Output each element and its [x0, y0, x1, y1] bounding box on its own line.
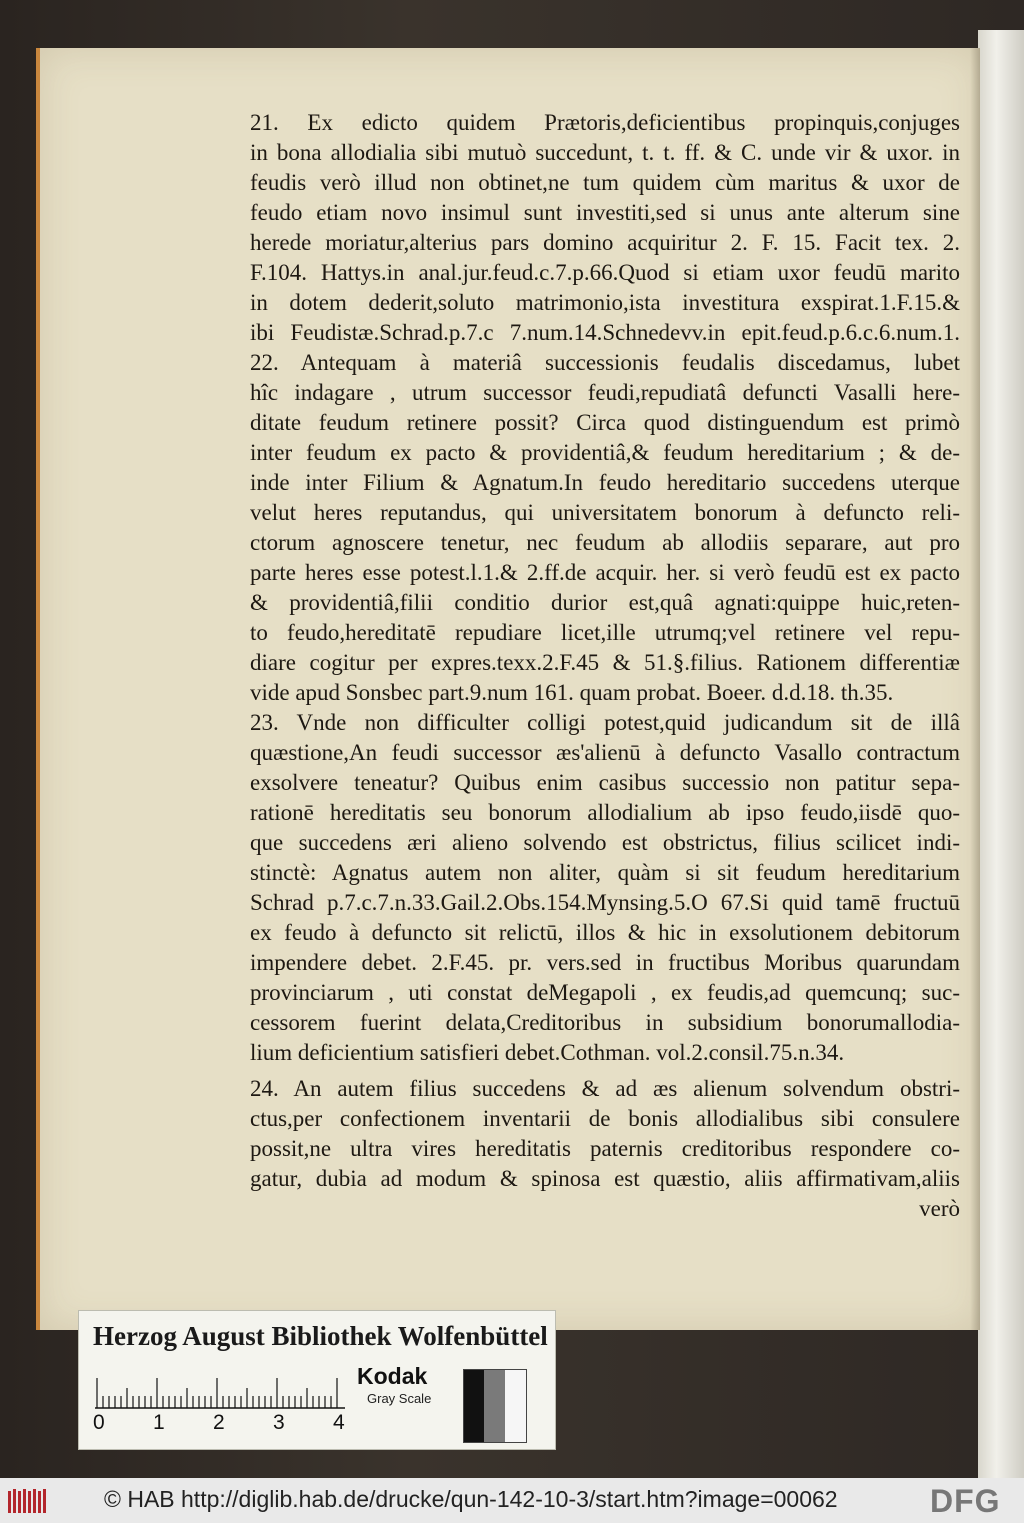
text-line: possit,ne ultra vires hereditatis paternis creditoribus respondere co- — [250, 1136, 960, 1161]
ruler-digits — [93, 1411, 363, 1441]
adjacent-page-edge — [978, 30, 1024, 1478]
text-line: in dotem dederit,soluto matrimonio,ista investitura exspirat.1.F.15.& — [250, 290, 960, 315]
text-line: to feudo,hereditatē repudiare licet,ille utrumq;vel retinere vel repu- — [250, 620, 960, 645]
gray-swatches — [463, 1369, 527, 1443]
text-line: ibi Feudistæ.Schrad.p.7.c 7.num.14.Schnedevv.in epit.feud.p.6.c.6.num.1. — [250, 320, 960, 345]
text-line: que succedens æri alieno solvendo est obstrictus, filius scilicet indi- — [250, 830, 960, 855]
text-line: ex feudo à defuncto sit relictū, illos & hic in exsolutionem debitorum — [250, 920, 960, 945]
text-line: inde inter Filium & Agnatum.In feudo hereditario succedens uterque — [250, 470, 960, 495]
text-line: 22. Antequam à materiâ successionis feudalis discedamus, lubet — [250, 350, 960, 375]
library-color-target — [78, 1310, 556, 1450]
text-line: ctus,per confectionem inventarii de bonis allodialibus sibi consulere — [250, 1106, 960, 1131]
page-text — [250, 108, 960, 1224]
catchword: verò — [919, 1196, 960, 1221]
text-line: Schrad p.7.c.7.n.33.Gail.2.Obs.154.Mynsing.5.O 67.Si quid tamē fructuū — [250, 890, 960, 915]
text-line: ditate feudum retinere possit? Circa quod distinguendum est primò — [250, 410, 960, 435]
text-line: hîc indagare , utrum successor feudi,repudiatâ defuncti Vasalli here- — [250, 380, 960, 405]
text-line: exsolvere teneatur? Quibus enim casibus successio non patitur sepa- — [250, 770, 960, 795]
text-line: 24. An autem filius succedens & ad æs alienum solvendum obstri- — [250, 1076, 960, 1101]
text-line: ctorum agnoscere tenetur, nec feudum ab allodiis separare, aut pro — [250, 530, 960, 555]
text-line: F.104. Hattys.in anal.jur.feud.c.7.p.66.Quod si etiam uxor feudū marito — [250, 260, 960, 285]
ruler-digit: 4 — [333, 1411, 345, 1434]
ruler-digit: 0 — [93, 1411, 105, 1434]
book-page — [36, 48, 980, 1330]
text-line: provinciarum , uti constat deMegapoli , ex feudis,ad quemcunq; suc- — [250, 980, 960, 1005]
text-line: velut heres reputandus, qui universitatem bonorum à defuncto reli- — [250, 500, 960, 525]
text-line: & providentiâ,filii conditio durior est,quâ agnati:quippe huic,reten- — [250, 590, 960, 615]
text-line: cessorem fuerint delata,Creditoribus in subsidium bonorumallodia- — [250, 1010, 960, 1035]
text-line: in bona allodialia sibi mutuò succedunt, t. t. ff. & C. unde vir & uxor. in — [250, 140, 960, 165]
text-line: feudis verò illud non obtinet,ne tum quidem cùm maritus & uxor de — [250, 170, 960, 195]
text-line: diare cogitur per expres.texx.2.F.45 & 51.§.filius. Rationem differentiæ — [250, 650, 960, 675]
ruler-digit: 1 — [153, 1411, 165, 1434]
gray-scale-label: Gray Scale — [367, 1391, 432, 1406]
kodak-brand: Kodak — [357, 1363, 428, 1389]
text-line: quæstione,An feudi successor æs'alienū à defuncto Vasallo contractum — [250, 740, 960, 765]
library-logo-icon — [8, 1487, 48, 1515]
text-line: impendere debet. 2.F.45. pr. vers.sed in fructibus Moribus quarundam — [250, 950, 960, 975]
text-line: inter feudum ex pacto & providentiâ,& feudum hereditarium ; & de- — [250, 440, 960, 465]
swatch-black — [464, 1370, 484, 1442]
swatch-white — [505, 1370, 526, 1442]
text-line: rationē hereditatis seu bonorum allodialium ab ipso feudo,iisdē quo- — [250, 800, 960, 825]
ruler-digit: 2 — [213, 1411, 225, 1434]
page-spine-shadow — [970, 48, 980, 1330]
text-line: feudo etiam novo insimul sunt investiti,sed si unus ante alterum sine — [250, 200, 960, 225]
text-line: gatur, dubia ad modum & spinosa est quæstio, aliis affirmativam,aliis — [250, 1166, 960, 1191]
ruler-digit: 3 — [273, 1411, 285, 1434]
text-line: herede moriatur,alterius pars domino acquiritur 2. F. 15. Facit tex. 2. — [250, 230, 960, 255]
swatch-gray — [484, 1370, 505, 1442]
text-line: vide apud Sonsbec part.9.num 161. quam probat. Boeer. d.d.18. th.35. — [250, 680, 894, 705]
text-line: 21. Ex edicto quidem Prætoris,deficientibus propinquis,conjuges — [250, 110, 960, 135]
dfg-logo: DFG — [930, 1483, 1001, 1519]
ruler-scale — [95, 1373, 355, 1409]
text-line: parte heres esse potest.l.1.& 2.ff.de acquir. her. si verò feudū est ex pacto — [250, 560, 960, 585]
library-name: Herzog August Bibliothek Wolfenbüttel — [93, 1321, 548, 1351]
text-line: 23. Vnde non difficulter colligi potest,quid judicandum sit de illâ — [250, 710, 960, 735]
text-line: lium deficientium satisfieri debet.Cothman. vol.2.consil.75.n.34. — [250, 1040, 845, 1065]
footer-bar — [0, 1478, 1024, 1523]
text-line: stinctè: Agnatus autem non aliter, quàm si sit feudum hereditarium — [250, 860, 960, 885]
copyright-url[interactable]: © HAB http://diglib.hab.de/drucke/qun-142-10-3/start.htm?image=00062 — [104, 1486, 838, 1512]
